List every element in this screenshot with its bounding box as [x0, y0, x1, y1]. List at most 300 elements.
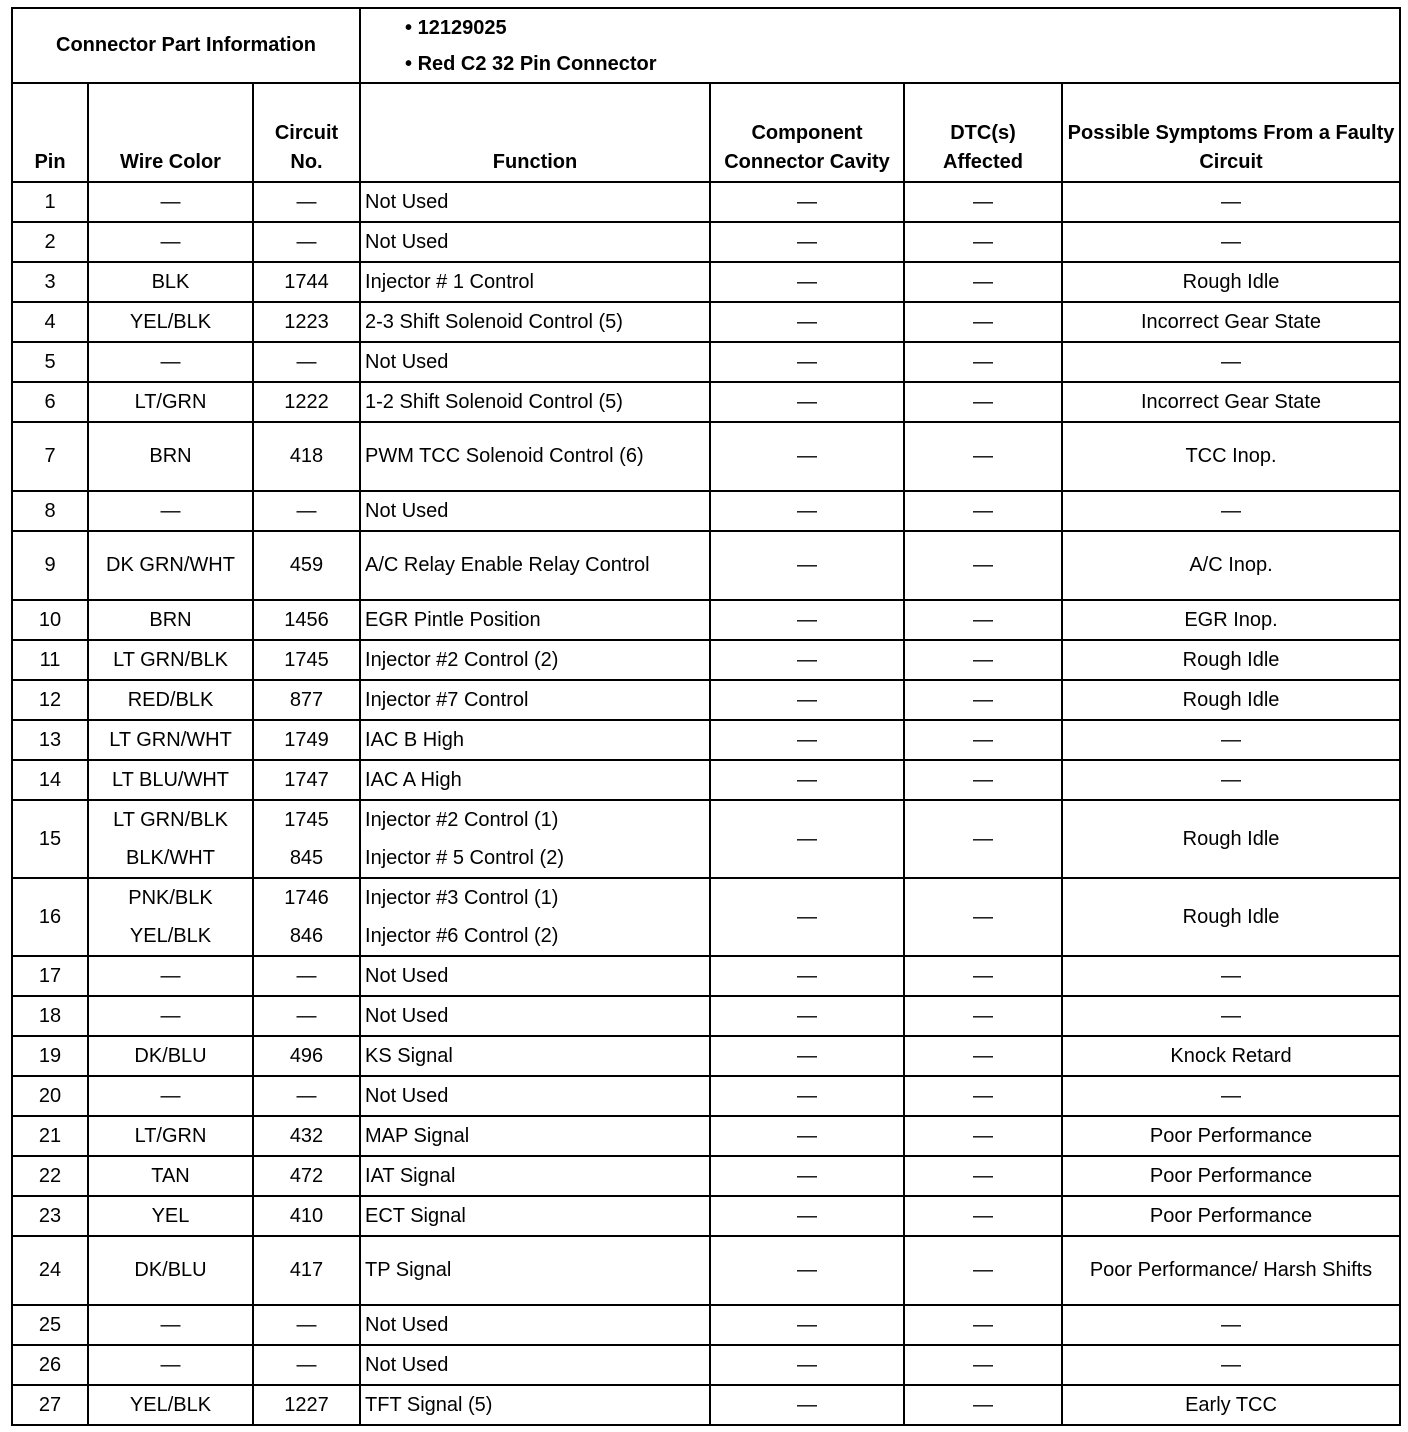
- function-cell: [360, 1116, 710, 1156]
- cavity-cell: —: [710, 760, 904, 800]
- wire-color-cell: [88, 1345, 253, 1385]
- wire-color-cell-line: LT GRN/WHT: [109, 728, 232, 751]
- dtc-cell: —: [904, 262, 1062, 302]
- wire-color-cell: [88, 956, 253, 996]
- function-cell: [360, 1036, 710, 1076]
- function-cell-line: Not Used: [365, 1004, 449, 1027]
- table-row: [12, 1345, 1400, 1385]
- function-cell-line: Injector # 1 Control: [365, 270, 534, 293]
- table-row: [12, 222, 1400, 262]
- function-cell: [360, 640, 710, 680]
- table-row: [12, 1116, 1400, 1156]
- circuit-cell-line: —: [296, 1084, 317, 1107]
- function-cell-line: A/C Relay Enable Relay Control: [365, 554, 650, 576]
- table-row: [12, 1196, 1400, 1236]
- circuit-cell: [253, 760, 360, 800]
- symptom-cell: —: [1062, 222, 1400, 262]
- function-cell: [360, 878, 710, 956]
- circuit-cell-line: 845: [289, 847, 324, 869]
- table-row: [12, 996, 1400, 1036]
- dtc-cell: —: [904, 600, 1062, 640]
- cavity-cell: —: [710, 262, 904, 302]
- pin-cell: 11: [12, 640, 88, 680]
- function-cell: [360, 1345, 710, 1385]
- symptom-cell: Rough Idle: [1062, 640, 1400, 680]
- wire-color-cell-line: —: [160, 230, 181, 253]
- dtc-cell: —: [904, 422, 1062, 491]
- pin-cell: 13: [12, 720, 88, 760]
- wire-color-cell-line: —: [160, 1353, 181, 1376]
- symptom-cell: Incorrect Gear State: [1062, 302, 1400, 342]
- circuit-cell-line: 1744: [284, 270, 329, 293]
- wire-color-cell-line: —: [160, 964, 181, 987]
- function-cell-line: EGR Pintle Position: [365, 608, 541, 631]
- connector-description: • Red C2 32 Pin Connector: [405, 46, 1395, 82]
- pin-cell: 7: [12, 422, 88, 491]
- wire-color-cell-line: YEL/BLK: [129, 1393, 212, 1416]
- wire-color-cell: [88, 1385, 253, 1425]
- connector-info-list: [360, 8, 1400, 83]
- circuit-cell: [253, 1076, 360, 1116]
- circuit-cell-line: 410: [289, 1204, 324, 1227]
- symptom-cell: Rough Idle: [1062, 262, 1400, 302]
- wire-color-cell: [88, 531, 253, 600]
- function-cell: [360, 222, 710, 262]
- wire-color-cell: [88, 222, 253, 262]
- function-cell-line: Not Used: [365, 1313, 449, 1336]
- circuit-cell: [253, 1385, 360, 1425]
- table-row: [12, 491, 1400, 531]
- circuit-cell: [253, 1196, 360, 1236]
- wire-color-cell-line: DK/BLU: [134, 1044, 207, 1067]
- wire-color-cell: [88, 720, 253, 760]
- dtc-cell: —: [904, 760, 1062, 800]
- function-cell-line: Injector #7 Control: [365, 688, 529, 711]
- wire-color-cell-line: LT/GRN: [134, 390, 207, 413]
- cavity-cell: —: [710, 1156, 904, 1196]
- function-cell-line: 1-2 Shift Solenoid Control (5): [365, 390, 623, 413]
- symptom-cell: Poor Performance/ Harsh Shifts: [1062, 1236, 1400, 1305]
- circuit-cell: [253, 800, 360, 878]
- pin-cell: 10: [12, 600, 88, 640]
- col-header-cavity: Component Connector Cavity: [710, 83, 904, 182]
- circuit-cell-line: 1456: [284, 608, 329, 631]
- function-cell: [360, 1076, 710, 1116]
- table-row: [12, 640, 1400, 680]
- circuit-cell-line: 1227: [284, 1393, 329, 1416]
- dtc-cell: —: [904, 1305, 1062, 1345]
- cavity-cell: —: [710, 302, 904, 342]
- circuit-cell: [253, 222, 360, 262]
- symptom-cell: —: [1062, 1076, 1400, 1116]
- circuit-cell-line: —: [296, 190, 317, 213]
- symptom-cell: Knock Retard: [1062, 1036, 1400, 1076]
- wire-color-cell: [88, 262, 253, 302]
- wire-color-cell: [88, 1156, 253, 1196]
- circuit-cell-line: 417: [289, 1259, 324, 1281]
- circuit-cell-line: —: [296, 1004, 317, 1027]
- function-cell-line: Not Used: [365, 190, 449, 213]
- symptom-cell: Rough Idle: [1062, 878, 1400, 956]
- cavity-cell: —: [710, 422, 904, 491]
- wire-color-cell-line: YEL/BLK: [129, 925, 212, 947]
- table-row: [12, 600, 1400, 640]
- symptom-cell: —: [1062, 182, 1400, 222]
- circuit-cell-line: 472: [289, 1164, 324, 1187]
- circuit-cell: [253, 1116, 360, 1156]
- function-cell-line: TP Signal: [365, 1259, 452, 1281]
- function-cell-line: Injector # 5 Control (2): [365, 847, 564, 869]
- wire-color-cell: [88, 302, 253, 342]
- circuit-cell: [253, 491, 360, 531]
- cavity-cell: —: [710, 1076, 904, 1116]
- pin-cell: 18: [12, 996, 88, 1036]
- pin-cell: 8: [12, 491, 88, 531]
- wire-color-cell: [88, 640, 253, 680]
- symptom-cell: —: [1062, 720, 1400, 760]
- circuit-cell-line: 496: [289, 1044, 324, 1067]
- symptom-cell: Poor Performance: [1062, 1116, 1400, 1156]
- dtc-cell: —: [904, 956, 1062, 996]
- dtc-cell: —: [904, 800, 1062, 878]
- symptom-cell: Rough Idle: [1062, 800, 1400, 878]
- circuit-cell-line: 1747: [284, 768, 329, 791]
- pin-cell: 16: [12, 878, 88, 956]
- circuit-cell: [253, 956, 360, 996]
- wire-color-cell-line: RED/BLK: [127, 688, 214, 711]
- table-row: [12, 1076, 1400, 1116]
- pin-cell: 15: [12, 800, 88, 878]
- circuit-cell-line: —: [296, 350, 317, 373]
- table-row: [12, 422, 1400, 491]
- table-row: [12, 680, 1400, 720]
- cavity-cell: —: [710, 1116, 904, 1156]
- wire-color-cell-line: BRN: [149, 445, 192, 467]
- circuit-cell-line: —: [296, 499, 317, 522]
- dtc-cell: —: [904, 491, 1062, 531]
- function-cell-line: IAT Signal: [365, 1164, 456, 1187]
- function-cell: [360, 1156, 710, 1196]
- col-header-symptoms: Possible Symptoms From a Faulty Circuit: [1062, 83, 1400, 182]
- dtc-cell: —: [904, 1345, 1062, 1385]
- table-row: [12, 1305, 1400, 1345]
- dtc-cell: —: [904, 1236, 1062, 1305]
- pin-cell: 17: [12, 956, 88, 996]
- circuit-cell-line: 1746: [284, 887, 329, 909]
- function-cell-line: Injector #6 Control (2): [365, 925, 559, 947]
- pin-cell: 3: [12, 262, 88, 302]
- pin-cell: 24: [12, 1236, 88, 1305]
- cavity-cell: —: [710, 382, 904, 422]
- pin-cell: 23: [12, 1196, 88, 1236]
- circuit-cell-line: 846: [289, 925, 324, 947]
- cavity-cell: —: [710, 800, 904, 878]
- connector-info-row: [12, 8, 1400, 83]
- cavity-cell: —: [710, 720, 904, 760]
- symptom-cell: EGR Inop.: [1062, 600, 1400, 640]
- connector-info-label: Connector Part Information: [12, 8, 360, 83]
- function-cell-line: Not Used: [365, 350, 449, 373]
- circuit-cell-line: 1745: [284, 809, 329, 831]
- table-row: [12, 182, 1400, 222]
- pin-cell: 4: [12, 302, 88, 342]
- table-row: [12, 1385, 1400, 1425]
- wire-color-cell-line: TAN: [151, 1164, 190, 1187]
- function-cell-line: TFT Signal (5): [365, 1393, 493, 1416]
- col-header-dtc: DTC(s) Affected: [904, 83, 1062, 182]
- cavity-cell: —: [710, 996, 904, 1036]
- wire-color-cell-line: DK GRN/WHT: [106, 554, 235, 576]
- circuit-cell-line: 1749: [284, 728, 329, 751]
- column-header-row: [12, 83, 1400, 182]
- cavity-cell: —: [710, 182, 904, 222]
- cavity-cell: —: [710, 342, 904, 382]
- circuit-cell-line: 418: [289, 445, 324, 467]
- wire-color-cell: [88, 491, 253, 531]
- col-header-function: Function: [360, 83, 710, 182]
- cavity-cell: —: [710, 531, 904, 600]
- dtc-cell: —: [904, 342, 1062, 382]
- wire-color-cell: [88, 1196, 253, 1236]
- circuit-cell: [253, 342, 360, 382]
- cavity-cell: —: [710, 1196, 904, 1236]
- function-cell-line: Injector #2 Control (1): [365, 809, 559, 831]
- circuit-cell: [253, 720, 360, 760]
- dtc-cell: —: [904, 1385, 1062, 1425]
- dtc-cell: —: [904, 1196, 1062, 1236]
- function-cell: [360, 182, 710, 222]
- circuit-cell-line: 459: [289, 554, 324, 576]
- function-cell: [360, 956, 710, 996]
- function-cell: [360, 1196, 710, 1236]
- function-cell: [360, 531, 710, 600]
- cavity-cell: —: [710, 222, 904, 262]
- circuit-cell-line: —: [296, 230, 317, 253]
- function-cell: [360, 382, 710, 422]
- symptom-cell: Poor Performance: [1062, 1156, 1400, 1196]
- wire-color-cell: [88, 342, 253, 382]
- circuit-cell: [253, 680, 360, 720]
- wire-color-cell: [88, 680, 253, 720]
- function-cell: [360, 1236, 710, 1305]
- cavity-cell: —: [710, 640, 904, 680]
- function-cell: [360, 1305, 710, 1345]
- symptom-cell: —: [1062, 1345, 1400, 1385]
- pin-cell: 6: [12, 382, 88, 422]
- circuit-cell: [253, 302, 360, 342]
- symptom-cell: —: [1062, 342, 1400, 382]
- table-row: [12, 302, 1400, 342]
- dtc-cell: —: [904, 382, 1062, 422]
- wire-color-cell-line: YEL/BLK: [129, 310, 212, 333]
- pin-cell: 5: [12, 342, 88, 382]
- function-cell-line: Injector #2 Control (2): [365, 648, 559, 671]
- wire-color-cell-line: BLK/WHT: [126, 847, 215, 869]
- dtc-cell: —: [904, 1156, 1062, 1196]
- symptom-cell: —: [1062, 760, 1400, 800]
- pin-cell: 2: [12, 222, 88, 262]
- cavity-cell: —: [710, 956, 904, 996]
- table-row: [12, 1036, 1400, 1076]
- pin-cell: 19: [12, 1036, 88, 1076]
- pin-cell: 25: [12, 1305, 88, 1345]
- function-cell: [360, 760, 710, 800]
- wire-color-cell: [88, 182, 253, 222]
- wire-color-cell-line: LT GRN/BLK: [113, 648, 228, 671]
- wire-color-cell: [88, 1116, 253, 1156]
- table-row: [12, 382, 1400, 422]
- function-cell-line: Not Used: [365, 1084, 449, 1107]
- wire-color-cell-line: YEL: [151, 1204, 190, 1227]
- circuit-cell: [253, 1305, 360, 1345]
- pin-cell: 1: [12, 182, 88, 222]
- function-cell-line: IAC B High: [365, 728, 464, 751]
- circuit-cell-line: —: [296, 1353, 317, 1376]
- function-cell: [360, 996, 710, 1036]
- function-cell: [360, 491, 710, 531]
- symptom-cell: TCC Inop.: [1062, 422, 1400, 491]
- function-cell-line: IAC A High: [365, 768, 462, 791]
- cavity-cell: —: [710, 600, 904, 640]
- function-cell-line: Injector #3 Control (1): [365, 887, 559, 909]
- dtc-cell: —: [904, 878, 1062, 956]
- dtc-cell: —: [904, 1116, 1062, 1156]
- function-cell: [360, 720, 710, 760]
- symptom-cell: A/C Inop.: [1062, 531, 1400, 600]
- function-cell-line: Not Used: [365, 964, 449, 987]
- circuit-cell-line: 1223: [284, 310, 329, 333]
- dtc-cell: —: [904, 302, 1062, 342]
- function-cell-line: Not Used: [365, 499, 449, 522]
- cavity-cell: —: [710, 1036, 904, 1076]
- wire-color-cell-line: —: [160, 1313, 181, 1336]
- table-row: [12, 1236, 1400, 1305]
- cavity-cell: —: [710, 1345, 904, 1385]
- wire-color-cell-line: LT/GRN: [134, 1124, 207, 1147]
- function-cell-line: PWM TCC Solenoid Control (6): [365, 445, 644, 467]
- wire-color-cell: [88, 1305, 253, 1345]
- cavity-cell: —: [710, 878, 904, 956]
- dtc-cell: —: [904, 1036, 1062, 1076]
- wire-color-cell-line: BLK: [151, 270, 190, 293]
- symptom-cell: —: [1062, 1305, 1400, 1345]
- wire-color-cell-line: PNK/BLK: [128, 887, 213, 909]
- function-cell: [360, 262, 710, 302]
- symptom-cell: Rough Idle: [1062, 680, 1400, 720]
- symptom-cell: —: [1062, 996, 1400, 1036]
- circuit-cell-line: —: [296, 1313, 317, 1336]
- wire-color-cell-line: LT GRN/BLK: [113, 809, 228, 831]
- cavity-cell: —: [710, 1236, 904, 1305]
- cavity-cell: —: [710, 1305, 904, 1345]
- cavity-cell: —: [710, 1385, 904, 1425]
- function-cell: [360, 342, 710, 382]
- wire-color-cell-line: DK/BLU: [134, 1259, 207, 1281]
- pin-cell: 22: [12, 1156, 88, 1196]
- wire-color-cell: [88, 422, 253, 491]
- pin-cell: 12: [12, 680, 88, 720]
- circuit-cell: [253, 996, 360, 1036]
- pin-cell: 14: [12, 760, 88, 800]
- circuit-cell: [253, 182, 360, 222]
- circuit-cell: [253, 1036, 360, 1076]
- wire-color-cell: [88, 600, 253, 640]
- wire-color-cell: [88, 800, 253, 878]
- wire-color-cell-line: —: [160, 499, 181, 522]
- function-cell-line: Not Used: [365, 1353, 449, 1376]
- function-cell-line: 2-3 Shift Solenoid Control (5): [365, 310, 623, 333]
- wire-color-cell: [88, 1236, 253, 1305]
- dtc-cell: —: [904, 640, 1062, 680]
- circuit-cell: [253, 600, 360, 640]
- dtc-cell: —: [904, 1076, 1062, 1116]
- pin-cell: 20: [12, 1076, 88, 1116]
- table-row: [12, 342, 1400, 382]
- wire-color-cell-line: —: [160, 190, 181, 213]
- circuit-cell-line: —: [296, 964, 317, 987]
- wire-color-cell: [88, 760, 253, 800]
- dtc-cell: —: [904, 222, 1062, 262]
- circuit-cell: [253, 382, 360, 422]
- table-row: [12, 531, 1400, 600]
- dtc-cell: —: [904, 531, 1062, 600]
- dtc-cell: —: [904, 182, 1062, 222]
- wire-color-cell-line: BRN: [149, 608, 192, 631]
- circuit-cell: [253, 531, 360, 600]
- symptom-cell: Early TCC: [1062, 1385, 1400, 1425]
- wire-color-cell-line: —: [160, 350, 181, 373]
- table-row: [12, 262, 1400, 302]
- function-cell: [360, 600, 710, 640]
- table-row: [12, 878, 1400, 956]
- function-cell: [360, 680, 710, 720]
- table-row: [12, 956, 1400, 996]
- circuit-cell: [253, 422, 360, 491]
- circuit-cell-line: 432: [289, 1124, 324, 1147]
- wire-color-cell: [88, 996, 253, 1036]
- circuit-cell: [253, 1345, 360, 1385]
- symptom-cell: Poor Performance: [1062, 1196, 1400, 1236]
- table-row: [12, 720, 1400, 760]
- circuit-cell: [253, 878, 360, 956]
- pin-cell: 9: [12, 531, 88, 600]
- circuit-cell-line: 1745: [284, 648, 329, 671]
- circuit-cell-line: 877: [289, 688, 324, 711]
- dtc-cell: —: [904, 996, 1062, 1036]
- table-row: [12, 800, 1400, 878]
- function-cell: [360, 1385, 710, 1425]
- dtc-cell: —: [904, 680, 1062, 720]
- function-cell-line: Not Used: [365, 230, 449, 253]
- connector-pinout-table: [11, 7, 1401, 1426]
- function-cell-line: ECT Signal: [365, 1204, 466, 1227]
- wire-color-cell: [88, 382, 253, 422]
- function-cell-line: KS Signal: [365, 1044, 453, 1067]
- function-cell: [360, 422, 710, 491]
- pin-cell: 21: [12, 1116, 88, 1156]
- circuit-cell: [253, 1236, 360, 1305]
- circuit-cell: [253, 1156, 360, 1196]
- circuit-cell-line: 1222: [284, 390, 329, 413]
- wire-color-cell-line: —: [160, 1004, 181, 1027]
- symptom-cell: Incorrect Gear State: [1062, 382, 1400, 422]
- cavity-cell: —: [710, 680, 904, 720]
- wire-color-cell-line: —: [160, 1084, 181, 1107]
- circuit-cell: [253, 262, 360, 302]
- function-cell-line: MAP Signal: [365, 1124, 470, 1147]
- function-cell: [360, 800, 710, 878]
- col-header-pin: Pin: [12, 83, 88, 182]
